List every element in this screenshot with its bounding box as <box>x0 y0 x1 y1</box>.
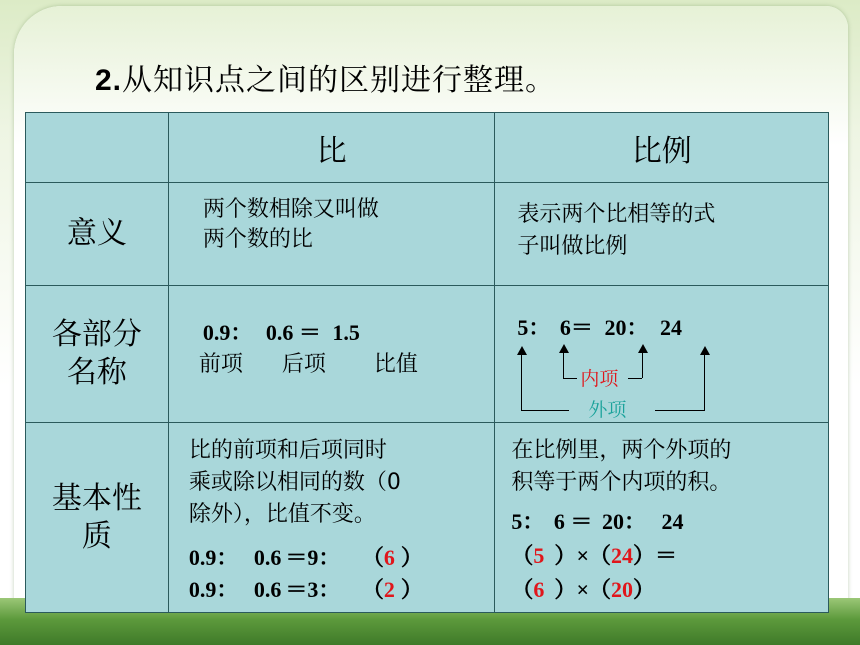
prop-property-line-2: 积等于两个内项的积。 <box>511 470 732 495</box>
ratio-example-1: 0.9： 0.6 ＝9： （6 ） <box>188 545 423 570</box>
inner-line-left <box>563 352 564 378</box>
ratio-part-front: 前项 <box>198 352 243 377</box>
parts-label-line-1: 各部分 <box>51 317 142 352</box>
row-label-meaning: 意义 <box>26 183 169 286</box>
slide-heading: 2.从知识点之间的区别进行整理。 <box>95 63 557 98</box>
prop-property-line-1: 在比例里，两个外项的 <box>511 438 732 463</box>
ratio-property-line-3: 除外），比值不变。 <box>188 502 376 527</box>
row-label-property <box>26 423 169 613</box>
header-ratio: 比 <box>168 113 495 183</box>
inner-arrow-left <box>559 344 569 353</box>
ratio-example-2: 0.9： 0.6 ＝3： （2 ） <box>188 577 423 602</box>
ratio-property-line-2: 乘或除以相同的数（0 <box>188 470 401 495</box>
cell-proportion-meaning <box>495 183 829 286</box>
header-proportion: 比例 <box>495 113 829 183</box>
outer-line-right <box>704 354 705 410</box>
ratio-answer-1: 6 <box>383 545 395 570</box>
inner-term-label: 内项 <box>580 368 619 390</box>
inner-line-bottom-left <box>563 378 577 379</box>
ratio-part-value: 比值 <box>373 352 418 377</box>
prop-answer-outer-1: 5 <box>533 543 545 568</box>
outer-arrow-left <box>517 346 527 355</box>
cell-proportion-parts <box>495 286 829 423</box>
outer-term-label: 外项 <box>588 399 627 421</box>
ratio-property-line-1: 比的前项和后项同时 <box>188 438 387 463</box>
ratio-parts-expression: 0.9： 0.6 ＝ 1.5 <box>202 320 360 345</box>
cell-ratio-meaning <box>168 183 495 286</box>
comparison-table <box>25 112 829 613</box>
prop-meaning-line-1: 表示两个比相等的式 <box>517 202 716 227</box>
inner-arrow-right <box>638 344 648 353</box>
outer-line-left <box>521 354 522 410</box>
corner-cell <box>26 113 169 183</box>
cell-ratio-property <box>168 423 495 613</box>
parts-label-line-2: 名称 <box>66 355 127 390</box>
row-label-parts <box>26 286 169 423</box>
prop-answer-outer-2: 24 <box>611 543 633 568</box>
ratio-meaning-line-1: 两个数相除又叫做 <box>202 197 379 222</box>
inner-line-bottom-right <box>628 378 642 379</box>
inner-line-right <box>642 352 643 378</box>
outer-arrow-right <box>700 346 710 355</box>
property-label-line-2: 质 <box>81 518 112 554</box>
prop-product-1: （5 ）×（24）＝ <box>511 543 678 568</box>
ratio-answer-2: 2 <box>383 577 395 602</box>
property-label-line-1: 基本性 <box>51 480 142 516</box>
cell-proportion-property <box>495 423 829 613</box>
ratio-part-back: 后项 <box>281 352 326 377</box>
prop-product-2: （6 ）×（20） <box>511 577 656 602</box>
prop-answer-inner-2: 20 <box>611 577 633 602</box>
ratio-meaning-line-2: 两个数的比 <box>202 227 313 252</box>
prop-meaning-line-2: 子叫做比例 <box>517 234 628 259</box>
prop-parts-expression: 5： 6＝ 20： 24 <box>517 315 682 340</box>
prop-property-expression: 5： 6 ＝ 20： 24 <box>511 509 684 534</box>
prop-answer-inner-1: 6 <box>533 577 545 602</box>
outer-line-bottom-left <box>521 410 569 411</box>
outer-line-bottom-right <box>655 410 705 411</box>
cell-ratio-parts <box>168 286 495 423</box>
